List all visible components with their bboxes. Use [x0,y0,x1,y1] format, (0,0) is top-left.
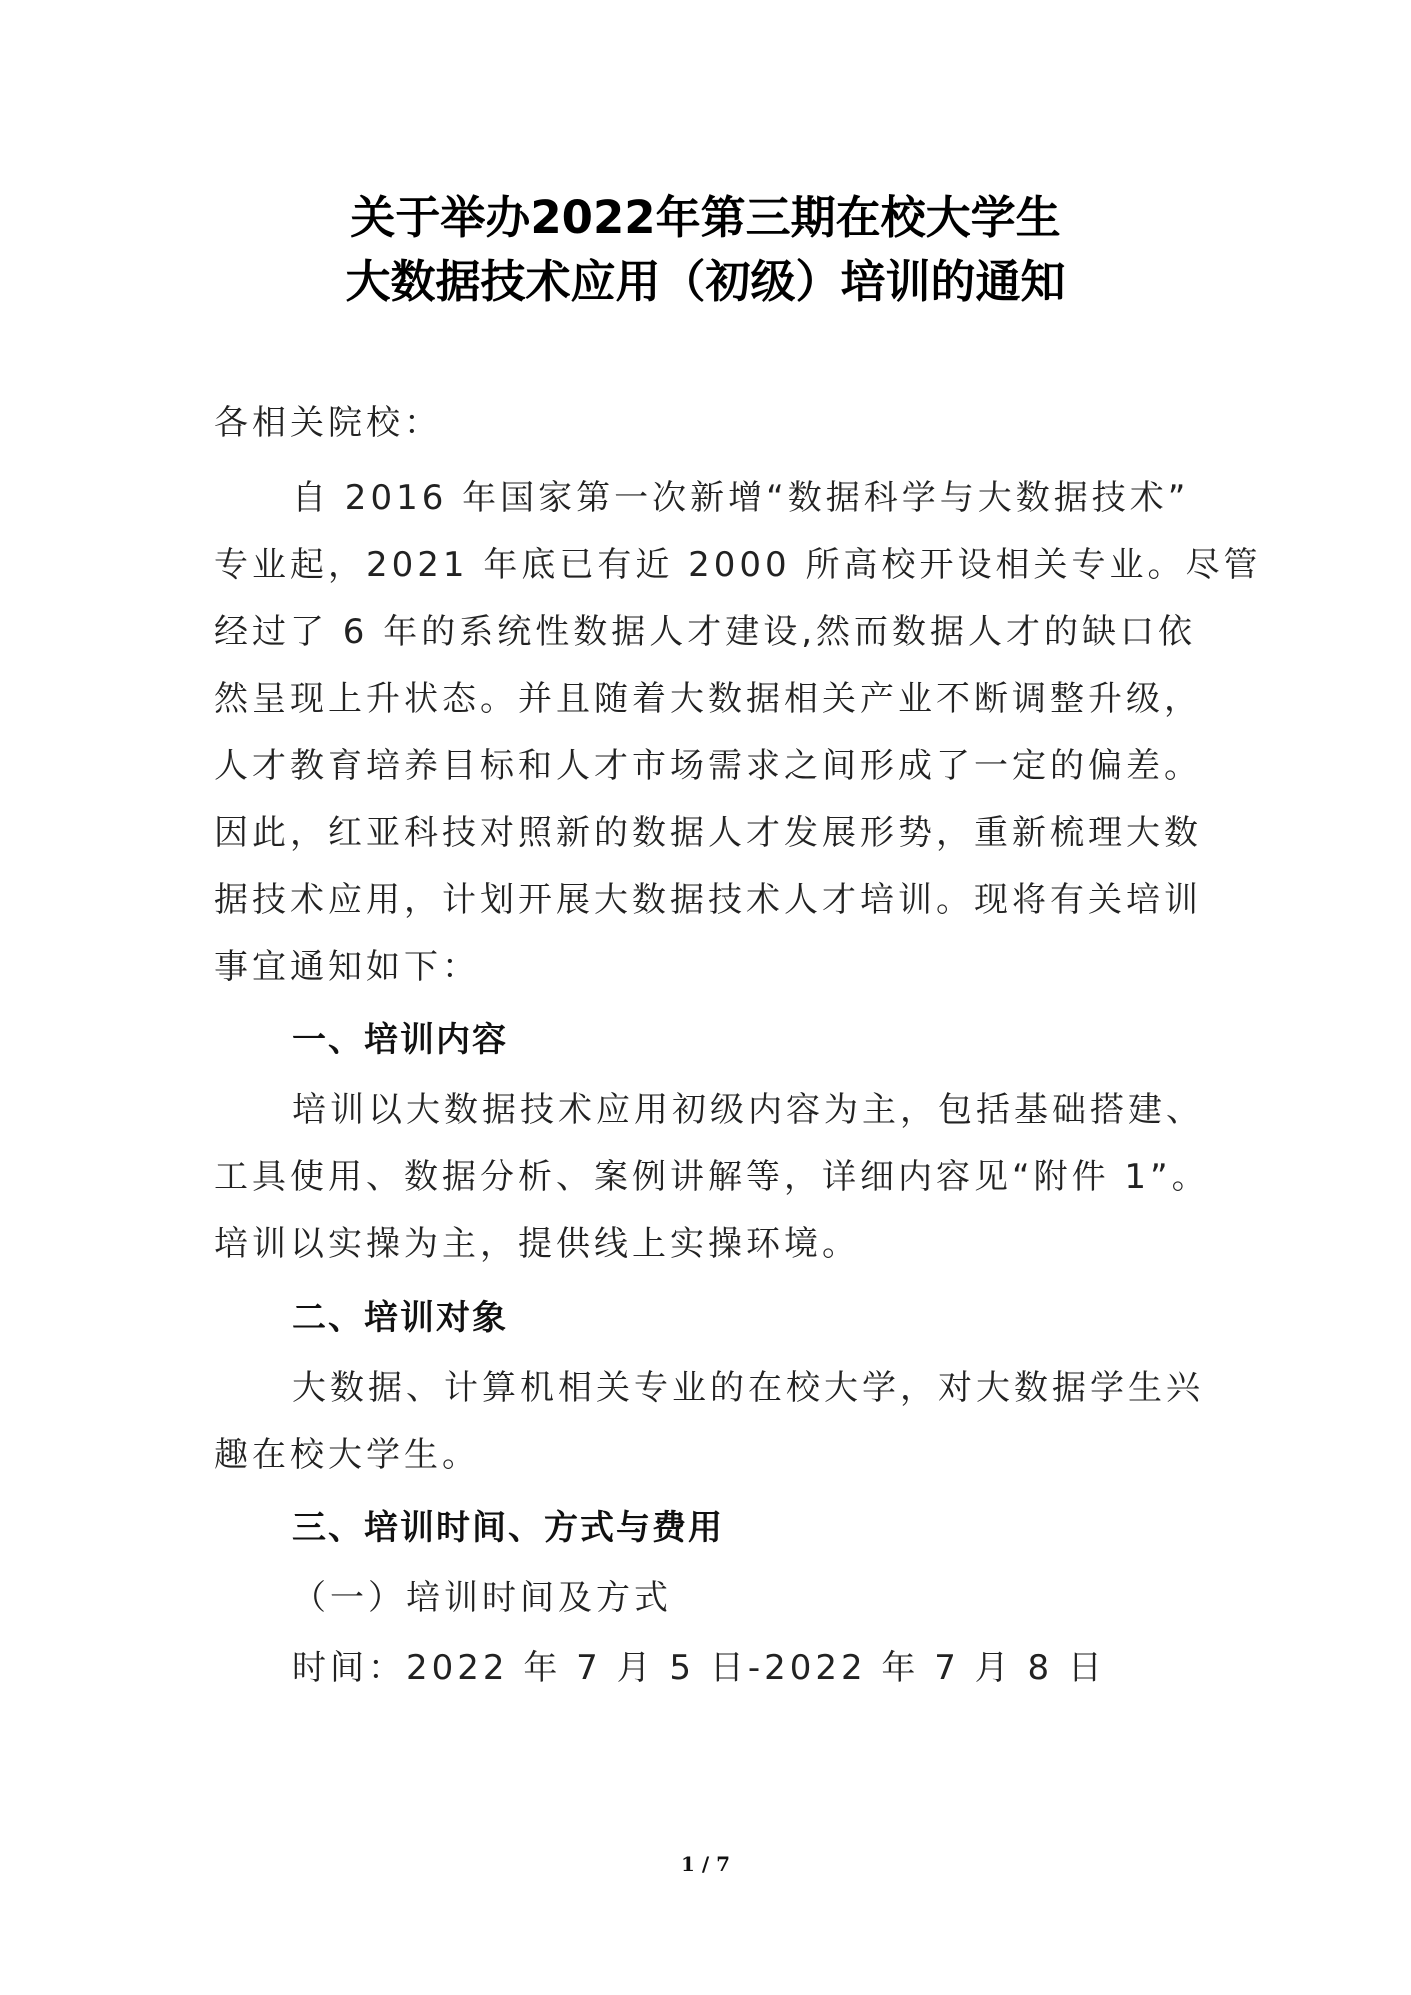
intro-line-5: 人才教育培养目标和人才市场需求之间形成了一定的偏差。 [214,746,1202,786]
document-title-line-1: 关于举办2022年第三期在校大学生 [350,191,1061,244]
intro-line-7: 据技术应用，计划开展大数据技术人才培训。现将有关培训 [214,880,1202,920]
intro-line-2: 专业起，2021 年底已有近 2000 所高校开设相关专业。尽管 [214,545,1262,585]
intro-line-6: 因此，红亚科技对照新的数据人才发展形势，重新梳理大数 [214,813,1202,853]
section2-line-1: 大数据、计算机相关专业的在校大学，对大数据学生兴 [292,1368,1204,1408]
section-heading-schedule: 三、培训时间、方式与费用 [292,1508,724,1548]
intro-line-1: 自 2016 年国家第一次新增“数据科学与大数据技术” [292,478,1190,518]
intro-line-8: 事宜通知如下： [214,947,480,987]
document-title-line-2: 大数据技术应用（初级）培训的通知 [345,255,1066,308]
intro-line-4: 然呈现上升状态。并且随着大数据相关产业不断调整升级， [214,679,1202,719]
section-heading-audience: 二、培训对象 [292,1298,508,1338]
page-number: 1 / 7 [680,1852,731,1876]
salutation: 各相关院校： [214,403,442,443]
section1-line-1: 培训以大数据技术应用初级内容为主，包括基础搭建、 [292,1090,1204,1130]
section-heading-content: 一、培训内容 [292,1020,508,1060]
section1-line-2: 工具使用、数据分析、案例讲解等，详细内容见“附件 1”。 [214,1157,1210,1197]
intro-line-3: 经过了 6 年的系统性数据人才建设,然而数据人才的缺口依 [214,612,1197,652]
section2-line-2: 趣在校大学生。 [214,1435,480,1475]
subsection-time-method: （一）培训时间及方式 [292,1578,672,1618]
training-time-line: 时间：2022 年 7 月 5 日-2022 年 7 月 8 日 [292,1648,1106,1688]
section1-line-3: 培训以实操为主，提供线上实操环境。 [214,1224,860,1264]
